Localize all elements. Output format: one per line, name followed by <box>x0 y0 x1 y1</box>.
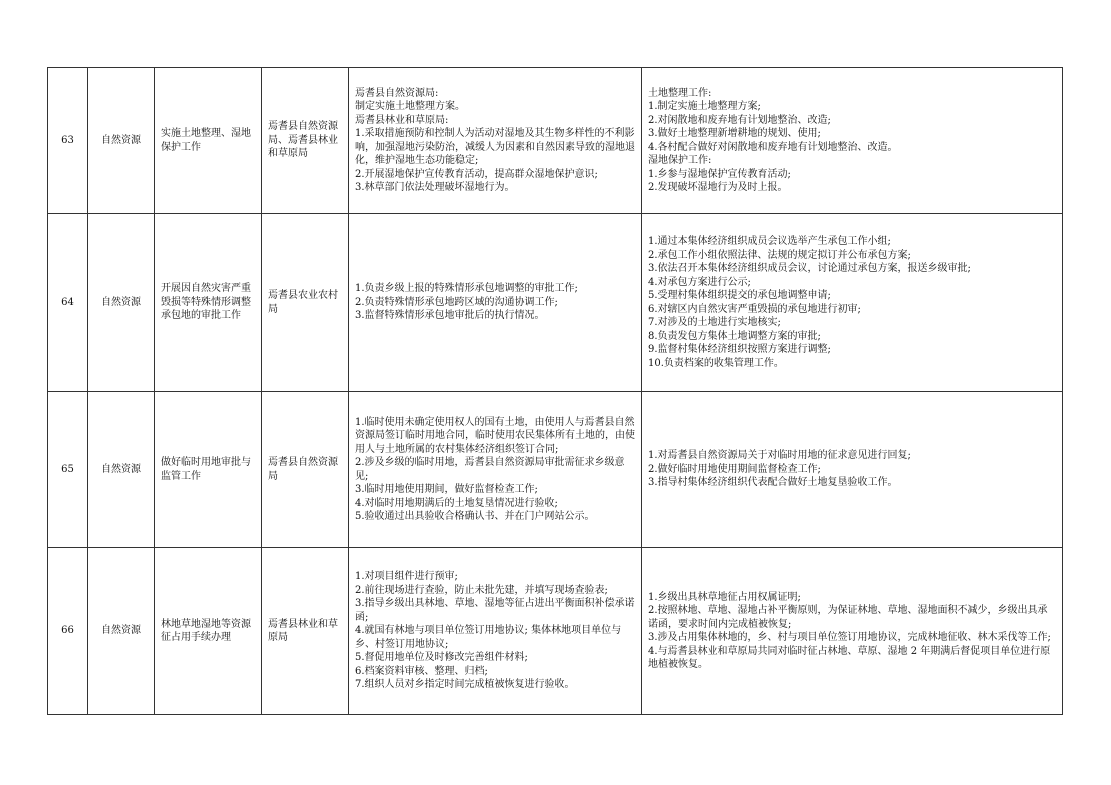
duty-line: 2.承包工作小组依照法律、法规的规定拟订并公布承包方案; <box>648 249 911 261</box>
duty-line: 5.督促用地单位及时修改完善组件材料; <box>355 652 528 664</box>
item-cell: 林地草地湿地等资源征占用手续办理 <box>155 548 262 715</box>
department-duties-cell <box>349 214 642 392</box>
category-cell: 自然资源 <box>88 392 155 548</box>
duty-line: 1.乡参与湿地保护宣传教育活动; <box>648 168 791 180</box>
duty-line: 3.依法召开本集体经济组织成员会议，讨论通过承包方案，报送乡级审批; <box>648 263 971 274</box>
duty-line: 2.做好临时用地使用期间监督检查工作; <box>648 463 821 475</box>
duty-line: 1.采取措施预防和控制人为活动对湿地及其生物多样性的不利影响，加强湿地污染防治，减缓人为因素和自然因素导致的湿地退化，维护湿地生态功能稳定; <box>355 128 635 166</box>
township-duties-cell <box>642 548 1063 715</box>
table-row <box>48 68 1063 214</box>
duty-line: 1.负责乡级上报的特殊情形承包地调整的审批工作; <box>355 283 578 295</box>
department-cell: 焉耆县自然资源局 <box>262 392 349 548</box>
duty-line: 3.指导村集体经济组织代表配合做好土地复垦验收工作。 <box>648 477 898 489</box>
duty-line: 土地整理工作: <box>648 87 712 99</box>
table-row <box>48 392 1063 548</box>
row-number: 66 <box>48 548 88 715</box>
township-duties-cell <box>642 68 1063 214</box>
duty-list-table <box>47 67 1063 715</box>
duty-line: 4.就国有林地与项目单位签订用地协议; 集体林地项目单位与乡、村签订用地协议; <box>355 625 622 650</box>
duty-line: 1.制定实施土地整理方案; <box>648 101 761 112</box>
item-cell: 实施土地整理、湿地保护工作 <box>155 68 262 214</box>
township-duties-cell <box>642 392 1063 548</box>
duty-line: 7.对涉及的土地进行实地核实; <box>648 317 781 328</box>
table-row <box>48 548 1063 715</box>
department-duties-cell <box>349 548 642 715</box>
duty-line: 4.对承包方案进行公示; <box>648 276 751 288</box>
department-duties-cell <box>349 392 642 548</box>
duty-line: 7.组织人员对乡指定时间完成植被恢复进行验收。 <box>355 679 575 691</box>
duty-line: 4.各村配合做好对闲散地和废弃地有计划地整治、改造。 <box>648 141 898 153</box>
duty-line: 1.临时使用未确定使用权人的国有土地，由使用人与焉耆县自然资源局签订临时用地合同，临时使用农民集体所有土地的，由使用人与土地所属的农村集体经济组织签订合同; <box>355 416 635 455</box>
item-cell: 做好临时用地审批与监管工作 <box>155 392 262 548</box>
duty-line: 1.通过本集体经济组织成员会议选举产生承包工作小组; <box>648 236 891 247</box>
duty-line: 9.监督村集体经济组织按照方案进行调整; <box>648 344 831 355</box>
duty-line: 3.林草部门依法处理破坏湿地行为。 <box>355 182 515 193</box>
duty-line: 焉耆县林业和草原局: <box>355 114 449 126</box>
duty-line: 4.与焉耆县林业和草原局共同对临时征占林地、草原、湿地 2 年期满后督促项目单位进行原地植被恢复。 <box>648 645 1051 670</box>
category-cell: 自然资源 <box>88 68 155 214</box>
duty-line: 1.对焉耆县自然资源局关于对临时用地的征求意见进行回复; <box>648 450 911 462</box>
department-cell: 焉耆县农业农村局 <box>262 214 349 392</box>
township-duties-cell <box>642 214 1063 392</box>
duty-line: 5.受理村集体组织提交的承包地调整申请; <box>648 290 831 301</box>
duty-line: 1.乡级出具林草地征占用权属证明; <box>648 591 801 603</box>
duty-line: 制定实施土地整理方案。 <box>355 101 465 112</box>
duty-line: 3.做好土地整理新增耕地的规划、使用; <box>648 128 821 139</box>
duty-line: 湿地保护工作: <box>648 155 712 166</box>
duty-line: 2.发现破坏湿地行为及时上报。 <box>648 182 788 193</box>
duty-line: 3.监督特殊情形承包地审批后的执行情况。 <box>355 310 545 322</box>
category-cell: 自然资源 <box>88 214 155 392</box>
duty-line: 4.对临时用地期满后的土地复垦情况进行验收; <box>355 497 558 509</box>
duty-line: 6.档案资料审核、整理、归档; <box>355 665 488 677</box>
duty-line: 2.负责特殊情形承包地跨区域的沟通协调工作; <box>355 296 558 308</box>
duty-line: 8.负责发包方集体土地调整方案的审批; <box>648 330 821 342</box>
duty-line: 3.指导乡级出具林地、草地、湿地等征占进出平衡面积补偿承诺函; <box>355 598 635 623</box>
duty-line: 10.负责档案的收集管理工作。 <box>648 357 784 369</box>
duty-line: 2.对闲散地和废弃地有计划地整治、改造; <box>648 114 831 126</box>
duty-line: 3.临时用地使用期间，做好监督检查工作; <box>355 484 538 495</box>
duty-line: 2.开展湿地保护宣传教育活动，提高群众湿地保护意识; <box>355 168 598 180</box>
table-body <box>48 68 1063 715</box>
duty-line: 焉耆县自然资源局: <box>355 87 439 99</box>
duty-line: 2.前往现场进行查验，防止未批先建，并填写现场查验表; <box>355 584 608 596</box>
department-cell: 焉耆县林业和草原局 <box>262 548 349 715</box>
table-row <box>48 214 1063 392</box>
category-cell: 自然资源 <box>88 548 155 715</box>
duty-line: 2.按照林地、草地、湿地占补平衡原则，为保证林地、草地、湿地面积不减少，乡级出具承诺函，要求时间内完成植被恢复; <box>648 605 1048 630</box>
department-duties-cell <box>349 68 642 214</box>
duty-line: 3.涉及占用集体林地的，乡、村与项目单位签订用地协议，完成林地征收、林木采伐等工作; <box>648 632 1051 643</box>
duty-line: 1.对项目组件进行预审; <box>355 571 458 583</box>
duty-line: 6.对辖区内自然灾害严重毁损的承包地进行初审; <box>648 303 861 315</box>
row-number: 63 <box>48 68 88 214</box>
duty-line: 5.验收通过出具验收合格确认书、并在门户网站公示。 <box>355 511 595 522</box>
row-number: 65 <box>48 392 88 548</box>
item-cell: 开展因自然灾害严重毁损等特殊情形调整承包地的审批工作 <box>155 214 262 392</box>
row-number: 64 <box>48 214 88 392</box>
department-cell: 焉耆县自然资源局、焉耆县林业和草原局 <box>262 68 349 214</box>
duty-line: 2.涉及乡级的临时用地，焉耆县自然资源局审批需征求乡级意见; <box>355 457 625 482</box>
